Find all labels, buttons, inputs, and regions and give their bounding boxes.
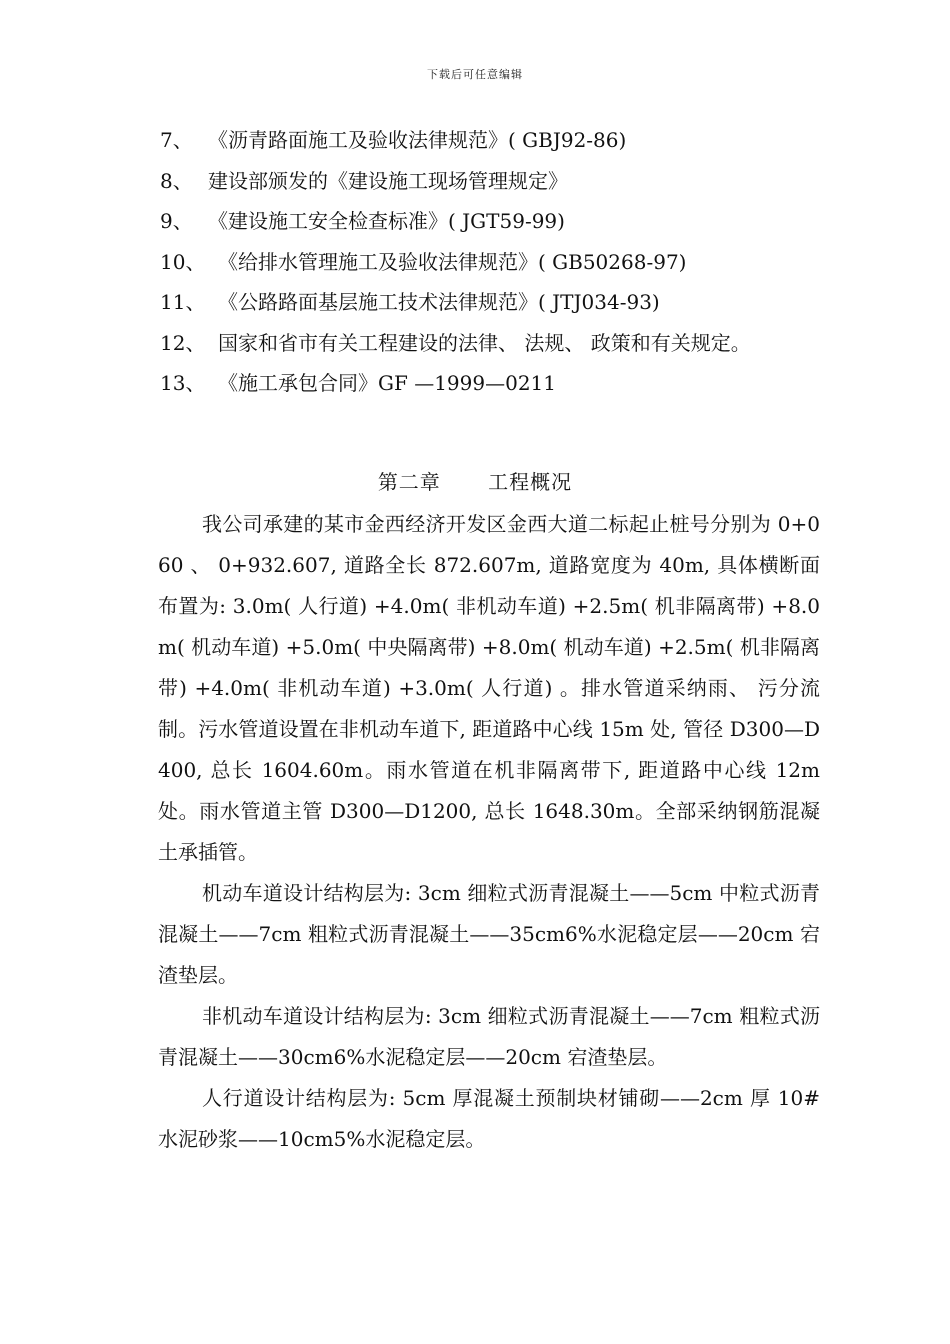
reference-number: 12、 [160, 330, 206, 355]
reference-number: 7、 [160, 128, 193, 152]
reference-item [160, 201, 830, 242]
chapter-body [158, 504, 820, 1160]
reference-text: 《沥青路面施工及验收法律规范》( GBJ92-86) [208, 128, 627, 152]
reference-text: 国家和省市有关工程建设的法律、 法规、 政策和有关规定。 [218, 330, 751, 355]
reference-item [160, 120, 830, 161]
reference-text: 建设部颁发的《建设施工现场管理规定》 [208, 168, 568, 193]
reference-item [160, 363, 830, 404]
header-note: 下载后可任意编辑 [427, 68, 523, 81]
chapter-title: 第二章 工程概况 [377, 470, 573, 494]
reference-item [160, 323, 830, 364]
paragraph-sidewalk: 人行道设计结构层为: 5cm 厚混凝土预制块材铺砌——2cm 厚 10#水泥砂浆——10cm5%水泥稳定层。 [158, 1086, 820, 1151]
reference-number: 8、 [160, 168, 193, 193]
reference-item [160, 282, 830, 323]
reference-number: 13、 [160, 371, 206, 395]
reference-number: 11、 [160, 290, 206, 314]
reference-text: 《给排水管理施工及验收法律规范》( GB50268-97) [218, 249, 687, 274]
reference-number: 9、 [160, 209, 193, 233]
reference-text: 《公路路面基层施工技术法律规范》( JTJ034-93) [218, 290, 660, 314]
reference-text: 《施工承包合同》GF —1999—0211 [218, 371, 557, 395]
paragraph-overview: 我公司承建的某市金西经济开发区金西大道二标起止桩号分别为 0+060 、 0+932.607, 道路全长 872.607m, 道路宽度为 40m, 具体横断面布置为: 3.0m( 人行道) +4.0m( 非机动车道) +2.5m( 机非隔离带) +8.0m( 机动车道) +5.0m( 中央隔离带) +8.0m( 机动车道) +2.5m( 机非隔离带) +4.0m( 非机动车道) +3.0m( 人行道) 。排水管道采纳雨、 污分流制。污水管道设置在非机动车道下, 距道路中心线 15m 处, 管径 D300—D400, 总长 1604.60m。雨水管道在机非隔离带下, 距道路中心线 12m 处。雨水管道主管 D300—D1200, 总长 1648.30m。全部采纳钢筋混凝土承插管。 [158, 512, 820, 864]
reference-item [160, 161, 830, 202]
reference-list [160, 120, 830, 404]
reference-number: 10、 [160, 249, 206, 274]
reference-text: 《建设施工安全检查标准》( JGT59-99) [208, 209, 565, 233]
reference-item [160, 242, 830, 283]
paragraph-non-motor-lane: 非机动车道设计结构层为: 3cm 细粒式沥青混凝土——7cm 粗粒式沥青混凝土——30cm6%水泥稳定层——20cm 宕渣垫层。 [158, 1004, 820, 1069]
paragraph-motor-lane: 机动车道设计结构层为: 3cm 细粒式沥青混凝土——5cm 中粒式沥青混凝土——7cm 粗粒式沥青混凝土——35cm6%水泥稳定层——20cm 宕渣垫层。 [158, 881, 820, 987]
